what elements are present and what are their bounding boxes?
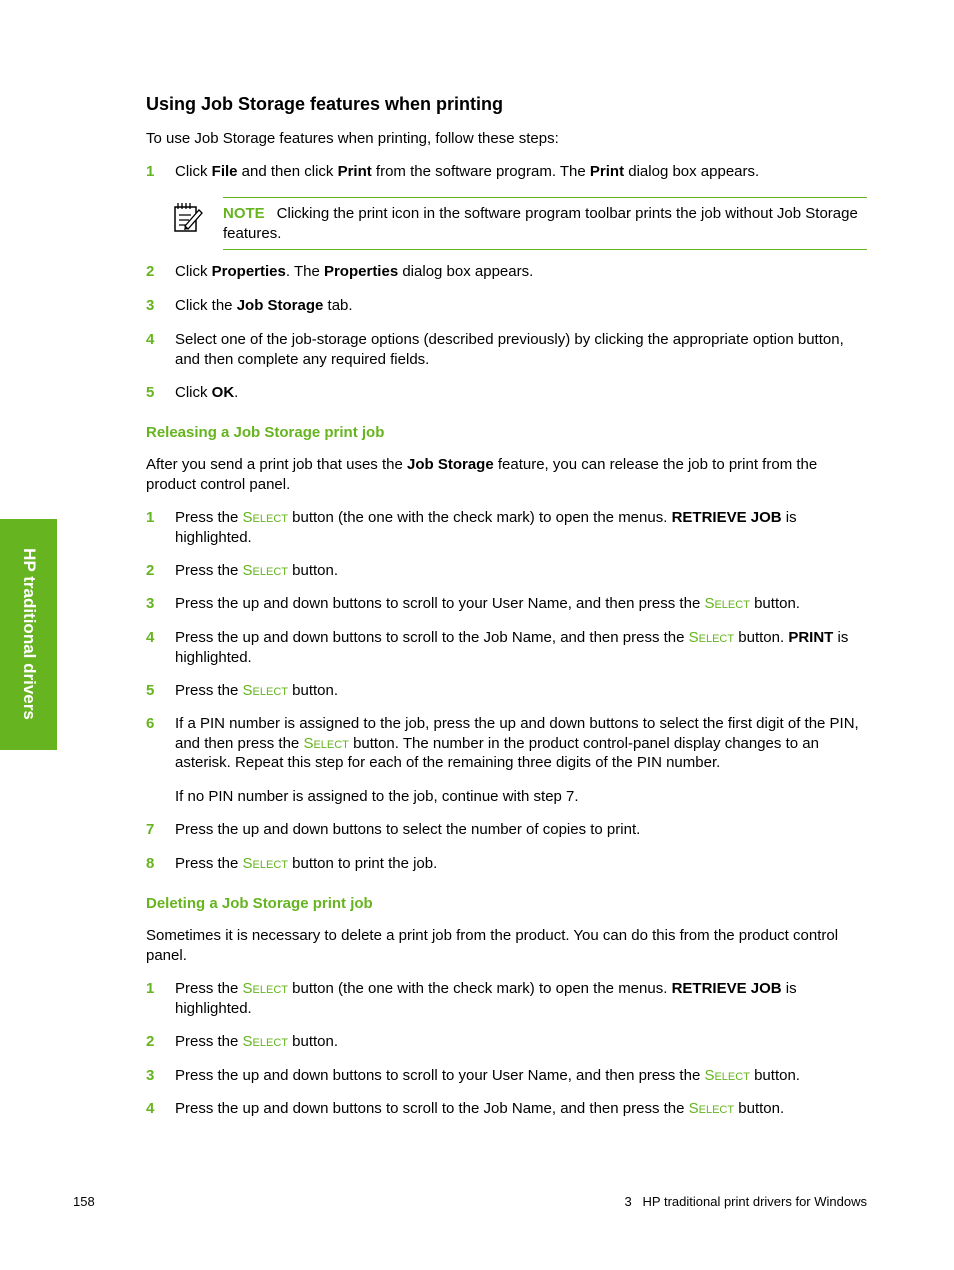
select-keyword: Select [242, 509, 288, 526]
step-text: If a PIN number is assigned to the job, press the up and down buttons to select the first digit of the PIN, and then press the Select button. The number in the product control-panel display changes to an asterisk. Repeat this step for each of the remaining three digits of the PIN number. [175, 715, 859, 771]
chapter-footer: 3 HP traditional print drivers for Windows [624, 1194, 867, 1209]
step-number: 3 [146, 1067, 155, 1084]
step-text: Press the Select button. [175, 562, 339, 579]
step-number: 2 [146, 1033, 155, 1050]
step-text: Click File and then click Print from the software program. The Print dialog box appears. [175, 163, 760, 180]
release-step [146, 628, 868, 667]
step-text: Press the up and down buttons to scroll to the Job Name, and then press the Select button. [175, 1100, 785, 1117]
select-keyword: Select [242, 562, 288, 579]
section-heading-release: Releasing a Job Storage print job [146, 424, 385, 441]
step-text: Click the Job Storage tab. [175, 297, 353, 314]
step-text: Press the Select button. [175, 682, 339, 699]
step-text: Press the up and down buttons to scroll to your User Name, and then press the Select button. [175, 1067, 800, 1084]
release-step [146, 854, 868, 874]
section-heading-delete: Deleting a Job Storage print job [146, 895, 373, 912]
note-box [146, 197, 868, 250]
step-number: 1 [146, 509, 155, 526]
delete-step [146, 1099, 868, 1119]
step-text: Press the up and down buttons to scroll to the Job Name, and then press the Select button. PRINT is highlighted. [175, 629, 849, 666]
release-step [146, 681, 868, 701]
step-text: Select one of the job-storage options (described previously) by clicking the appropriate option button, and then complete any required fields. [175, 331, 844, 368]
delete-intro: Sometimes it is necessary to delete a print job from the product. You can do this from the product control panel. [146, 927, 839, 964]
release-step [146, 508, 868, 547]
select-keyword: Select [242, 855, 288, 872]
step-number: 6 [146, 715, 155, 732]
print-step [146, 330, 868, 369]
release-step [146, 820, 868, 840]
release-intro: After you send a print job that uses the Job Storage feature, you can release the job to print from the product control panel. [146, 456, 818, 493]
release-step [146, 561, 868, 581]
note-label: NOTE [223, 205, 265, 222]
step-text: Press the Select button (the one with the check mark) to open the menus. RETRIEVE JOB is highlighted. [175, 509, 797, 546]
page-heading: Using Job Storage features when printing [146, 94, 504, 114]
step-text: Press the Select button to print the job. [175, 855, 438, 872]
step-text: If no PIN number is assigned to the job, continue with step 7. [175, 788, 579, 805]
select-keyword: Select [242, 980, 288, 997]
note-pad-icon [173, 201, 203, 233]
step-text: Press the Select button (the one with the check mark) to open the menus. RETRIEVE JOB is highlighted. [175, 980, 797, 1017]
delete-step [146, 979, 868, 1018]
release-step [146, 714, 868, 773]
select-keyword: Select [303, 734, 349, 752]
step-number: 2 [146, 263, 155, 280]
print-step [146, 262, 868, 282]
select-keyword: Select [688, 629, 735, 646]
release-step [146, 594, 868, 614]
intro-paragraph: To use Job Storage features when printing, follow these steps: [146, 130, 559, 147]
step-number: 2 [146, 562, 155, 579]
print-step [146, 162, 868, 182]
select-keyword: Select [688, 1100, 735, 1117]
print-step [146, 383, 868, 403]
step-number: 1 [146, 980, 155, 997]
step-text: Click Properties. The Properties dialog box appears. [175, 263, 534, 280]
step-number: 7 [146, 821, 155, 838]
step-text: Press the Select button. [175, 1033, 339, 1050]
step-text: Click OK. [175, 384, 239, 401]
delete-step [146, 1066, 868, 1086]
select-keyword: Select [704, 1067, 750, 1084]
step-number: 5 [146, 682, 155, 699]
step-number: 1 [146, 163, 155, 180]
side-tab [0, 519, 57, 750]
step-text: Press the up and down buttons to select the number of copies to print. [175, 821, 641, 838]
note-frame [223, 197, 867, 250]
step-number: 3 [146, 297, 155, 314]
release-step-continuation [146, 787, 868, 807]
select-keyword: Select [242, 1033, 288, 1050]
select-keyword: Select [242, 682, 288, 699]
select-keyword: Select [704, 595, 750, 612]
side-tab-label: HP traditional drivers [20, 548, 39, 720]
note-text: NOTE Clicking the print icon in the software program toolbar prints the job without Job Storage features. [223, 205, 858, 242]
step-number: 3 [146, 595, 155, 612]
delete-step [146, 1032, 868, 1052]
page-number: 158 [73, 1194, 95, 1209]
step-number: 4 [146, 1100, 155, 1117]
step-text: Press the up and down buttons to scroll to your User Name, and then press the Select button. [175, 595, 800, 612]
step-number: 8 [146, 855, 155, 872]
print-step [146, 296, 868, 316]
step-number: 4 [146, 629, 155, 646]
step-number: 4 [146, 331, 155, 348]
step-number: 5 [146, 384, 155, 401]
